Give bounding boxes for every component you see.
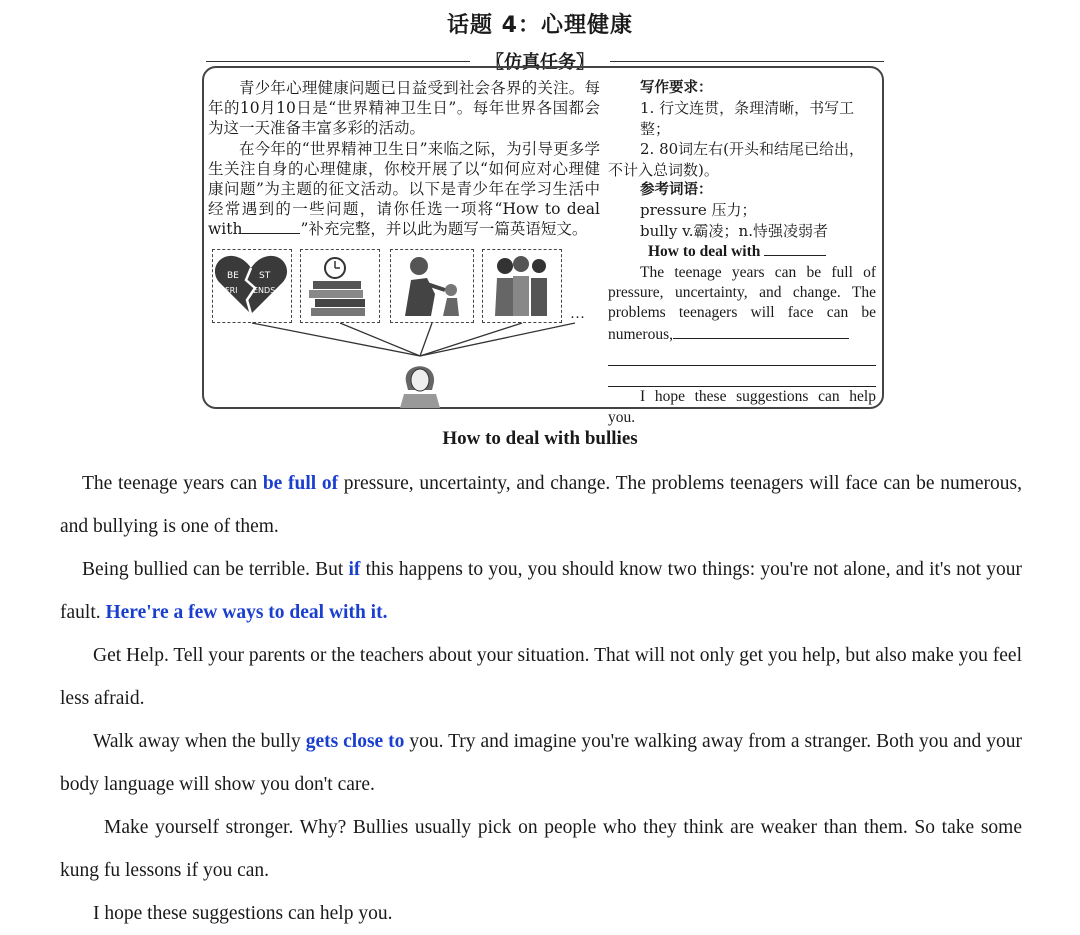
vocab-1: pressure 压力； bbox=[640, 201, 757, 220]
essay-paragraph-6 bbox=[60, 892, 1022, 935]
task-requirements bbox=[608, 78, 876, 428]
essay-text: Make yourself stronger. Why? Bullies usually pick on people who they think are weaker than them. So take some kung fu lessons if you can. bbox=[60, 817, 1022, 881]
essay-paragraph-3 bbox=[60, 634, 1022, 720]
essay-text: Walk away when the bully bbox=[93, 731, 306, 752]
requirement-1: 1. 行文连贯，条理清晰，书写工整； bbox=[640, 99, 855, 138]
sample-title-row bbox=[608, 241, 876, 262]
task-label: 〖仿真任务〗 bbox=[470, 48, 610, 74]
writing-line-1 bbox=[608, 345, 876, 366]
essay-title: How to deal with bullies bbox=[442, 428, 638, 449]
highlighted-phrase: gets close to bbox=[305, 731, 405, 752]
essay-paragraph-5 bbox=[60, 806, 1022, 892]
requirement-2: 2. 80词左右(开头和结尾已给出，不计入总词数)。 bbox=[608, 140, 865, 179]
heart-text-st: ST bbox=[259, 271, 271, 281]
essay-text: pressure, uncertainty, and change. The problems teenagers will face can be numerous, and bullying is one of them. bbox=[60, 473, 1022, 537]
essay-paragraph-2 bbox=[60, 548, 1022, 634]
task-para-2-a: 在今年的“世界精神卫生日”来临之际，为引导更多学生关注自身的心理健康，你校开展了以“如何应对心理健康问题”为主题的征文活动。以下是青少年在学习生活中经常遇到的一些问题，请你任选一项将“How to deal with bbox=[208, 139, 600, 239]
task-para-2-b: ”补充完整，并以此为题写一篇英语短文。 bbox=[300, 220, 588, 239]
essay-text: I hope these suggestions can help you. bbox=[93, 903, 393, 924]
highlighted-phrase: be full of bbox=[262, 473, 339, 494]
vocab-title: 参考词语： bbox=[640, 182, 713, 199]
highlighted-phrase: if bbox=[348, 559, 361, 580]
heart-text-fri: FRI bbox=[225, 286, 238, 295]
essay-text: The teenage years can bbox=[82, 473, 263, 494]
topic-title: 话题 4：心理健康 bbox=[447, 13, 633, 38]
essay-text: Get Help. Tell your parents or the teachers about your situation. That will not only get you help, but also make you feel less afraid. bbox=[60, 645, 1022, 709]
essay-text: you. Try and imagine you're walking away from a stranger. Both you and your body language will show you don't care. bbox=[60, 731, 1022, 795]
sample-essay-start-text: The teenage years can be full of pressure, uncertainty, and change. The problems teenagers will face can be numerous, bbox=[608, 263, 876, 343]
sample-essay-blank bbox=[673, 324, 849, 339]
essay-text: this happens to you, you should know two things: you're not alone, and it's not your fault. bbox=[60, 559, 1022, 623]
highlighted-phrase: Here're a few ways to deal with it. bbox=[105, 602, 388, 623]
heart-text-be: BE bbox=[227, 271, 239, 281]
images-ellipsis: … bbox=[570, 306, 585, 322]
essay-text: Being bullied can be terrible. But bbox=[82, 559, 349, 580]
task-para-1: 青少年心理健康问题已日益受到社会各界的关注。每年的10月10日是“世界精神卫生日”。每年世界各国都会为这一天准备丰富多彩的活动。 bbox=[208, 79, 600, 138]
sample-essay-start bbox=[608, 263, 876, 346]
thinking-girl-picture bbox=[392, 356, 448, 408]
essay-paragraph-1 bbox=[60, 462, 1022, 548]
vocab-2: bully v.霸凌；n.恃强凌弱者 bbox=[640, 221, 828, 240]
sample-title-blank bbox=[764, 241, 826, 256]
sample-essay-end: I hope these suggestions can help you. bbox=[608, 388, 876, 426]
requirements-title: 写作要求： bbox=[640, 80, 713, 96]
writing-line-2 bbox=[608, 366, 876, 387]
heart-text-ends: ENDS bbox=[253, 286, 276, 295]
sample-title: How to deal with bbox=[648, 243, 761, 261]
essay-paragraph-4 bbox=[60, 720, 1022, 806]
